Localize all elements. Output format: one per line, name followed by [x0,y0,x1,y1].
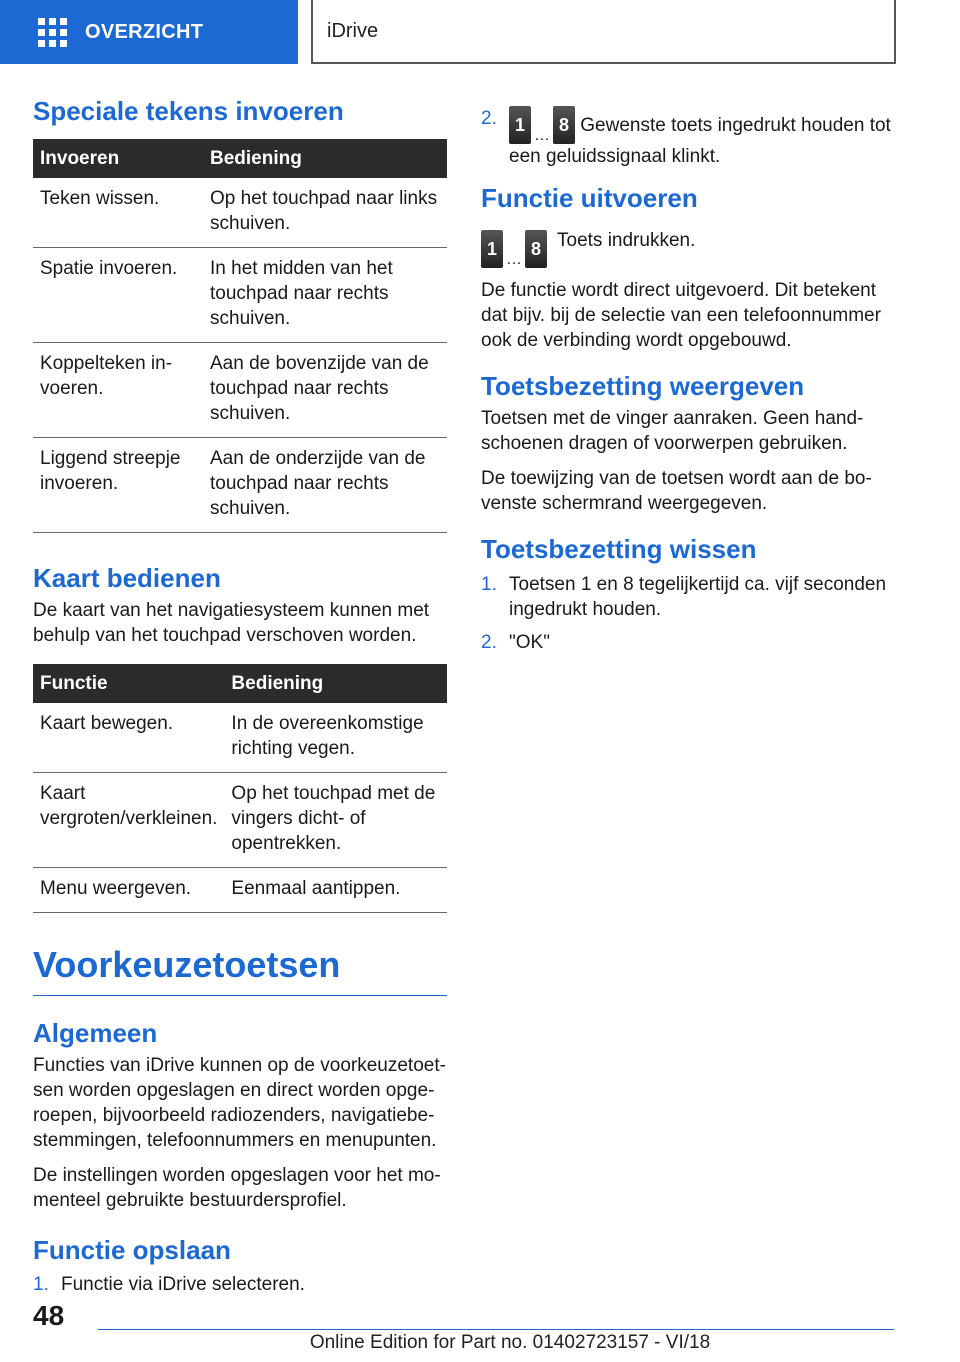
step-text: Toetsen 1 en 8 tegelijkertijd ca. vijf seconden ingedrukt houden. [509,573,887,620]
edition-text: Online Edition for Part no. 01402723157 - VI/18 [309,1332,711,1353]
step-text-wrap [509,106,895,169]
page-number: 48 [33,1300,65,1331]
table-row [33,343,447,438]
preset-key-first-icon: 1 [509,106,531,144]
table-cell: Teken wissen. [33,178,203,248]
list-item [481,572,895,622]
show-paragraph-1: Toetsen met de vinger aanraken. Geen handschoenen dragen of voorwerpen gebruiken. [481,408,864,455]
table-header: Bediening [224,664,447,703]
table-cell: Menu weergeven. [33,868,224,913]
general-paragraph-2: De instellingen worden opgeslagen voor het momenteel gebruikte bestuurdersprofiel. [33,1164,441,1211]
save-steps-continued [481,106,895,169]
table-header: Bediening [203,139,447,178]
overview-tab-label: OVERZICHT [85,20,204,43]
table-cell: Koppelteken invoeren. [33,343,203,438]
table-cell: Kaart bewegen. [33,703,224,773]
presets-heading: Voorkeuzetoetsen [33,943,447,995]
ellipsis: … [534,127,550,144]
execute-paragraph: De functie wordt direct uitgevoerd. Dit betekent dat bijv. bij de selectie van een telefoonnummer ook de verbinding wordt opgebouwd. [481,280,881,352]
list-item [481,106,895,169]
table-header: Functie [33,664,224,703]
table-cell: Liggend streepje invoeren. [33,438,203,533]
table-row [33,703,447,773]
table-row [33,248,447,343]
preset-keys [481,230,547,268]
step-number: 1. [481,573,497,595]
table-cell: Op het touchpad met de vingers dicht- of opentrekken. [224,773,447,868]
special-chars-table [33,139,447,533]
table-cell: Eenmaal aantippen. [224,868,447,913]
delete-heading: Toetsbezetting wissen [481,534,757,565]
general-heading: Algemeen [33,1017,158,1048]
map-table [33,664,447,913]
table-row [33,178,447,248]
list-item [481,630,895,655]
right-column [481,106,895,665]
step-number: 2. [481,108,497,129]
preset-key-last-icon: 8 [525,230,547,268]
execute-text: Toets indrukken. [557,230,696,252]
section-title: iDrive [327,19,379,42]
table-cell: In het midden van het touchpad naar rechts schuiven. [203,248,447,343]
save-heading: Functie opslaan [33,1234,231,1265]
section-title-bar [311,0,896,64]
step-text: Gewenste toets ingedrukt houden tot een geluidssignaal klinkt. [509,115,891,167]
table-row [33,773,447,868]
show-heading: Toetsbezetting weergeven [481,371,805,402]
step-text: Functie via iDrive selecteren. [61,1273,305,1295]
left-column [33,96,447,1307]
map-intro: De kaart van het navigatiesysteem kunnen met behulp van het touchpad verschoven worden. [33,600,430,647]
general-paragraph-1: Functies van iDrive kunnen op de voorkeuzetoetsen worden opgeslagen en direct worden opgeroepen, bijvoorbeeld radiozenders, navigatiebestemmingen, telefoonnummers en menupunten. [33,1054,446,1151]
execute-line [481,228,895,268]
save-steps [33,1272,447,1297]
table-cell: Kaart vergroten/verkleinen. [33,773,224,868]
map-heading: Kaart bedienen [33,563,221,594]
table-cell: Aan de bovenzijde van de touchpad naar rechts schuiven. [203,343,447,438]
table-header: Invoeren [33,139,203,178]
footer-divider [98,1329,894,1330]
preset-keys [509,106,575,144]
table-cell: In de overeenkomstige richting vegen. [224,703,447,773]
delete-steps [481,572,895,655]
table-cell: Spatie invoeren. [33,248,203,343]
step-number: 2. [481,631,497,653]
preset-key-last-icon: 8 [553,106,575,144]
preset-key-first-icon: 1 [481,230,503,268]
list-item [33,1272,447,1297]
table-cell: Op het touchpad naar links schuiven. [203,178,447,248]
table-cell: Aan de onderzijde van de touchpad naar rechts schuiven. [203,438,447,533]
table-row [33,438,447,533]
show-paragraph-2: De toewijzing van de toetsen wordt aan de bovenste schermrand weergegeven. [481,468,872,515]
ellipsis: … [506,251,522,269]
overview-tab[interactable] [0,0,298,64]
execute-heading: Functie uitvoeren [481,183,698,213]
table-row [33,868,447,913]
grid-menu-icon [38,18,67,47]
special-chars-heading: Speciale tekens invoeren [33,96,344,126]
step-number: 1. [33,1273,49,1295]
step-text: "OK" [509,631,550,653]
